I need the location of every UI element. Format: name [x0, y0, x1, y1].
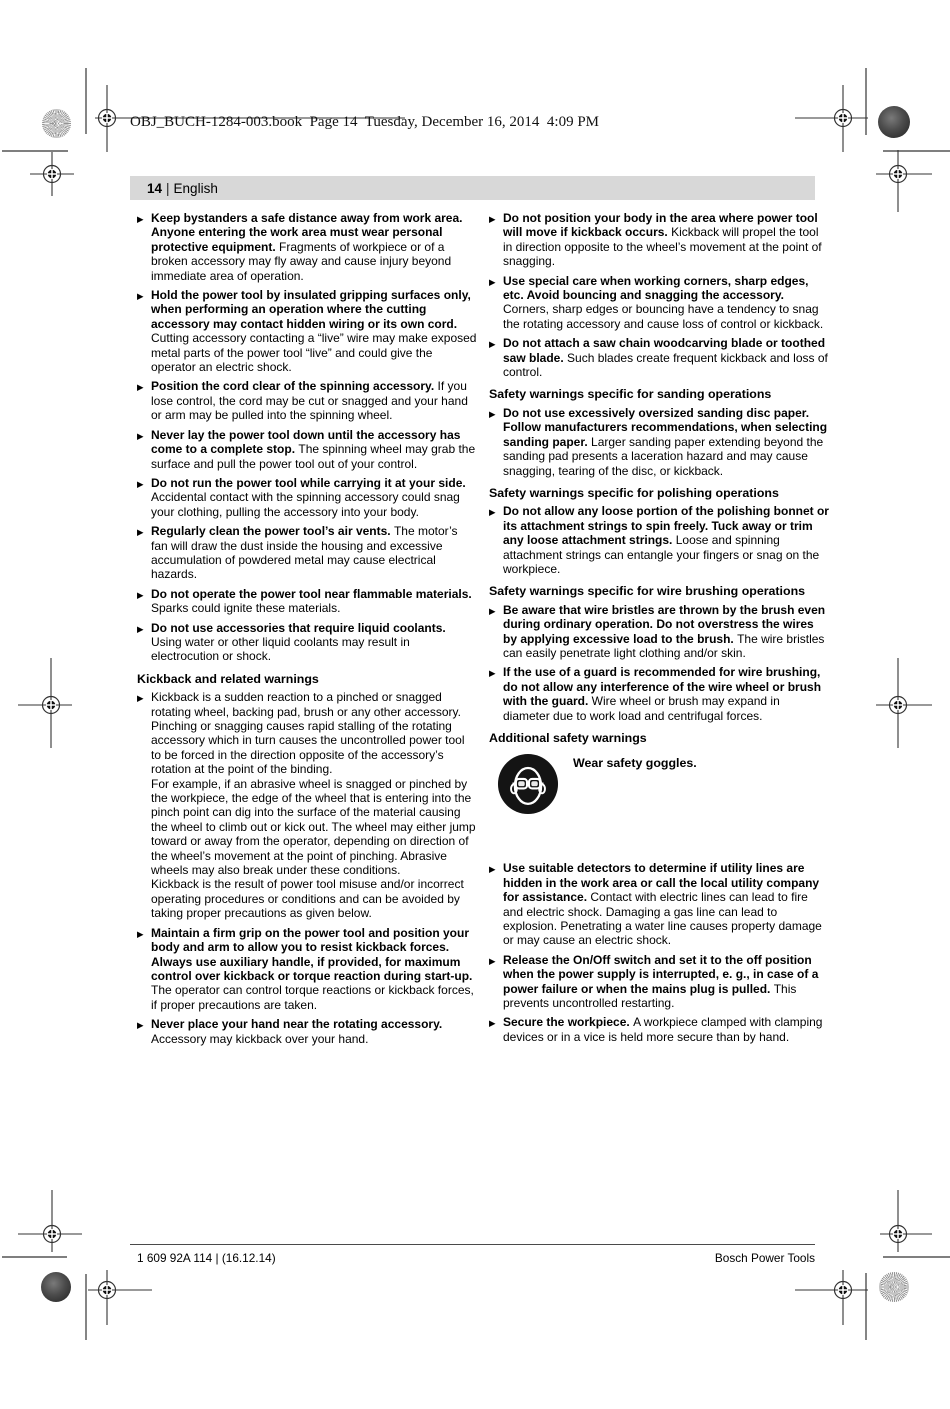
bullet-triangle-icon: ▶ [137, 430, 144, 441]
warning-item [489, 665, 829, 723]
warning-bold-lead: Secure the workpiece. [503, 1015, 634, 1030]
warning-paragraph [503, 274, 829, 332]
warning-item [137, 587, 477, 616]
registration-crosshair-icon [795, 85, 868, 152]
warning-item [137, 926, 477, 1012]
warning-item [137, 524, 477, 582]
registration-crosshair-icon [30, 152, 74, 196]
warning-text [503, 274, 829, 332]
warning-bold-lead: If the use of a guard is recommended for wire brushing, do not allow any interference of the wire wheel or brush with the guard. [503, 665, 822, 709]
warning-bold-lead: Use suitable detectors to determine if utility lines are hidden in the work area or call the local utility company for assistance. [503, 861, 820, 905]
starburst-mark-icon [42, 109, 71, 138]
bullet-triangle-icon: ▶ [489, 955, 496, 966]
bullet-triangle-icon: ▶ [137, 527, 144, 538]
bullet-triangle-icon: ▶ [137, 589, 144, 600]
ink-dot-mark-icon [41, 1272, 71, 1302]
warning-bold-lead: Hold the power tool by insulated gripping surfaces only, when performing an operation where the cutting accessory may contact hidden wiring or its own cord. [151, 288, 471, 331]
registration-crosshair-icon [88, 1270, 152, 1325]
warning-body: Sparks could ignite these materials. [151, 601, 341, 616]
bullet-triangle-icon: ▶ [489, 507, 496, 518]
warning-body: The wire bristles can easily penetrate light clothing and/or skin. [503, 631, 825, 660]
warning-text [151, 476, 477, 519]
warning-bold-lead: Do not run the power tool while carrying it at your side. [151, 475, 466, 490]
section-heading: Safety warnings specific for wire brushing operations [489, 584, 806, 599]
warning-bold-lead: Position the cord clear of the spinning accessory. [151, 379, 438, 394]
registration-crosshair-icon [795, 1270, 868, 1325]
warning-body: Wire wheel or brush may expand in diameter due to work load and centrifugal forces. [503, 694, 780, 723]
left-column [137, 211, 477, 1051]
bullet-triangle-icon: ▶ [137, 382, 144, 393]
warning-paragraph [151, 211, 477, 283]
warning-body: Such blades create frequent kickback and loss of control. [503, 350, 828, 380]
warning-text [151, 288, 477, 374]
registration-crosshair-icon [18, 658, 72, 748]
warning-body: A workpiece clamped with clamping devices or in a vice is held more secure than by hand. [503, 1015, 823, 1044]
page-header-bar [130, 176, 815, 200]
warning-body: If you lose control, the cord may be cut or snagged and your hand or arm may be pulled into the spinning wheel. [151, 379, 468, 423]
warning-bold-lead: Never lay the power tool down until the accessory has come to a complete stop. [151, 427, 461, 457]
warning-paragraph [151, 621, 477, 664]
warning-text [151, 211, 477, 283]
warning-text [503, 953, 829, 1011]
bullet-triangle-icon: ▶ [137, 623, 144, 634]
warning-text [151, 587, 477, 616]
bullet-triangle-icon: ▶ [489, 276, 496, 287]
warning-body: This prevents uncontrolled restarting. [503, 981, 797, 1011]
right-column [489, 211, 829, 1049]
document-header: OBJ_BUCH-1284-003.book Page 14 Tuesday, December 16, 2014 4:09 PM [130, 114, 600, 130]
bullet-triangle-icon: ▶ [489, 668, 496, 679]
warning-body: Accidental contact with the spinning accessory could snag your clothing, pulling the accessory into your body. [151, 490, 460, 519]
warning-text [151, 524, 477, 582]
warning-paragraph [151, 428, 477, 471]
warning-bold-lead: Do not operate the power tool near flammable materials. [151, 586, 472, 601]
warning-text [503, 504, 829, 576]
warning-item [137, 211, 477, 283]
safety-goggles-icon [497, 753, 559, 815]
bullet-triangle-icon: ▶ [137, 478, 144, 489]
warning-item [137, 1017, 477, 1046]
warning-body: Larger sanding paper extending beyond the sanding pad presents a laceration hazard and may cause snagging, tearing of the disc, or kickback. [503, 434, 824, 478]
warning-paragraph [151, 379, 477, 422]
bullet-triangle-icon: ▶ [489, 864, 496, 875]
warning-body: Kickback will propel the tool in direction opposite to the wheel’s movement at the point of snagging. [503, 225, 822, 269]
warning-bold-lead: Maintain a firm grip on the power tool and position your body and arm to allow you to resist kickback forces. Always use auxiliary handle, if provided, for maximum control over kickback or torque reaction during start-up. [151, 925, 473, 983]
warning-item [489, 953, 829, 1011]
registration-crosshair-icon [876, 658, 932, 748]
pictogram-row [489, 749, 829, 859]
registration-crosshair-icon [880, 1190, 932, 1252]
warning-paragraph [151, 524, 477, 582]
warning-item [489, 336, 829, 379]
section-heading: Kickback and related warnings [137, 671, 319, 686]
warning-text [151, 379, 477, 422]
warning-text [503, 603, 829, 661]
bullet-triangle-icon: ▶ [489, 214, 496, 224]
footer-doc-number: 1 609 92A 114 | (16.12.14) [137, 1251, 276, 1265]
warning-item [489, 1015, 829, 1044]
warning-body: Corners, sharp edges or bouncing have a tendency to snag the rotating accessory and cause loss of control or kickback. [503, 302, 824, 331]
bullet-triangle-icon: ▶ [137, 693, 144, 704]
warning-bold-lead: Use special care when working corners, sharp edges, etc. Avoid bouncing and snagging the accessory. [503, 273, 809, 303]
warning-bold-lead: Keep bystanders a safe distance away from work area. Anyone entering the work area must wear personal protective equipment. [151, 211, 463, 254]
warning-text [503, 406, 829, 478]
warning-paragraph: For example, if an abrasive wheel is snagged or pinched by the workpiece, the edge of the wheel that is entering into the pinch point can dig into the surface of the material causing the wheel to climb out or kick out. The wheel may either jump toward or away from the operator, depending on direction of the wheel’s movement at the point of pinching. Abrasive wheels may also break under these conditions. [151, 776, 476, 878]
warning-text [151, 926, 477, 1012]
warning-text [151, 690, 477, 921]
header-separator: | [166, 180, 170, 196]
warning-body: The spinning wheel may grab the surface and pull the power tool out of your control. [151, 442, 476, 471]
warning-text [503, 665, 829, 723]
warning-item [489, 861, 829, 947]
registration-crosshair-icon [876, 150, 932, 212]
warning-body: Fragments of workpiece or of a broken accessory may fly away and cause injury beyond immediate area of operation. [151, 239, 452, 283]
warning-text [503, 1015, 829, 1044]
warning-paragraph [151, 1017, 477, 1046]
warning-paragraph [503, 1015, 829, 1044]
warning-paragraph [503, 603, 829, 661]
footer-brand: Bosch Power Tools [714, 1251, 815, 1265]
warning-bold-lead: Regularly clean the power tool’s air vents. [151, 524, 394, 539]
warning-paragraph [503, 861, 829, 947]
warning-paragraph [503, 665, 829, 723]
bullet-triangle-icon: ▶ [489, 1018, 496, 1029]
bullet-triangle-icon: ▶ [137, 928, 144, 939]
section-heading: Additional safety warnings [489, 731, 647, 745]
warning-text [503, 336, 829, 379]
warning-paragraph [503, 336, 829, 379]
warning-body: Kickback is a sudden reaction to a pinched or snagged rotating wheel, backing pad, brush or any other accessory. Pinching or snagging causes rapid stalling of the rotating accessory which in turn causes the uncontrolled power tool to be forced in the direction opposite of the accessory’s rotation at the point of the binding. [151, 690, 465, 777]
warning-item [137, 288, 477, 374]
bullet-triangle-icon: ▶ [489, 408, 496, 419]
warning-body: Using water or other liquid coolants may result in electrocution or shock. [151, 634, 410, 664]
section-heading: Safety warnings specific for polishing operations [489, 485, 779, 500]
warning-paragraph [151, 476, 477, 519]
warning-bold-lead: Do not use accessories that require liquid coolants. [151, 620, 446, 635]
warning-bold-lead: Do not use excessively oversized sanding disc paper. Follow manufacturers recommendations, when selecting sanding paper. [503, 405, 828, 449]
bullet-triangle-icon: ▶ [137, 1020, 144, 1031]
ink-dot-mark-icon [878, 106, 910, 138]
warning-text [151, 621, 477, 664]
section-heading: Safety warnings specific for sanding operations [489, 387, 772, 402]
bullet-triangle-icon: ▶ [489, 339, 496, 350]
warning-item [489, 211, 829, 269]
footer-rule [130, 1244, 815, 1245]
warning-paragraph [503, 406, 829, 478]
warning-bold-lead: Release the On/Off switch and set it to the off position when the power supply is interrupted, e. g., in case of a power failure or when the mains plug is pulled. [503, 952, 819, 996]
registration-crosshair-icon [18, 1190, 82, 1252]
warning-text [503, 861, 829, 947]
warning-paragraph: Kickback is the result of power tool misuse and/or incorrect operating procedures or conditions and can be avoided by taking proper precautions as given below. [151, 877, 464, 921]
page-number: 14 [147, 180, 163, 196]
pictogram-label: Wear safety goggles. [573, 756, 697, 771]
warning-bold-lead: Do not allow any loose portion of the polishing bonnet or its attachment strings to spin freely. Tuck away or trim any loose attachment strings. [503, 504, 829, 548]
warning-item [489, 504, 829, 576]
bullet-triangle-icon: ▶ [137, 214, 144, 224]
warning-paragraph [503, 504, 829, 576]
warning-body: Contact with electric lines can lead to fire and electric shock. Damaging a gas line can lead to explosion. Penetrating a water line causes property damage or may cause an electric shock. [503, 890, 822, 948]
warning-body: The motor’s fan will draw the dust inside the housing and excessive accumulation of powdered metal may cause electrical hazards. [151, 524, 458, 582]
warning-paragraph [503, 953, 829, 1011]
warning-paragraph [151, 690, 477, 776]
warning-body: Cutting accessory contacting a “live” wire may make exposed metal parts of the power tool “live” and could give the operator an electric shock. [151, 331, 477, 375]
warning-paragraph [151, 587, 477, 616]
warning-paragraph [503, 211, 829, 269]
warning-text [151, 428, 477, 471]
warning-item [489, 406, 829, 478]
warning-text [151, 1017, 477, 1046]
warning-paragraph [151, 288, 477, 374]
warning-item [137, 476, 477, 519]
warning-bold-lead: Never place your hand near the rotating accessory. [151, 1017, 443, 1032]
bullet-triangle-icon: ▶ [137, 291, 144, 302]
warning-paragraph [151, 926, 477, 1012]
warning-bold-lead: Do not position your body in the area where power tool will move if kickback occurs. [503, 211, 818, 240]
page-language: English [173, 180, 218, 196]
warning-body: Accessory may kickback over your hand. [151, 1031, 369, 1046]
warning-item [489, 274, 829, 332]
warning-body: Loose and spinning attachment strings can entangle your fingers or snag on the workpiece. [503, 533, 820, 576]
warning-text [503, 211, 829, 269]
bullet-triangle-icon: ▶ [489, 605, 496, 616]
starburst-mark-icon [879, 1272, 909, 1302]
warning-item [137, 428, 477, 471]
warning-item [137, 690, 477, 921]
warning-item [489, 603, 829, 661]
warning-item [137, 621, 477, 664]
warning-bold-lead: Do not attach a saw chain woodcarving blade or toothed saw blade. [503, 336, 826, 365]
warning-body: The operator can control torque reactions or kickback forces, if proper precautions are taken. [151, 983, 474, 1012]
warning-bold-lead: Be aware that wire bristles are thrown by the brush even during ordinary operation. Do not overstress the wires by applying excessive load to the brush. [503, 602, 826, 646]
warning-item [137, 379, 477, 422]
